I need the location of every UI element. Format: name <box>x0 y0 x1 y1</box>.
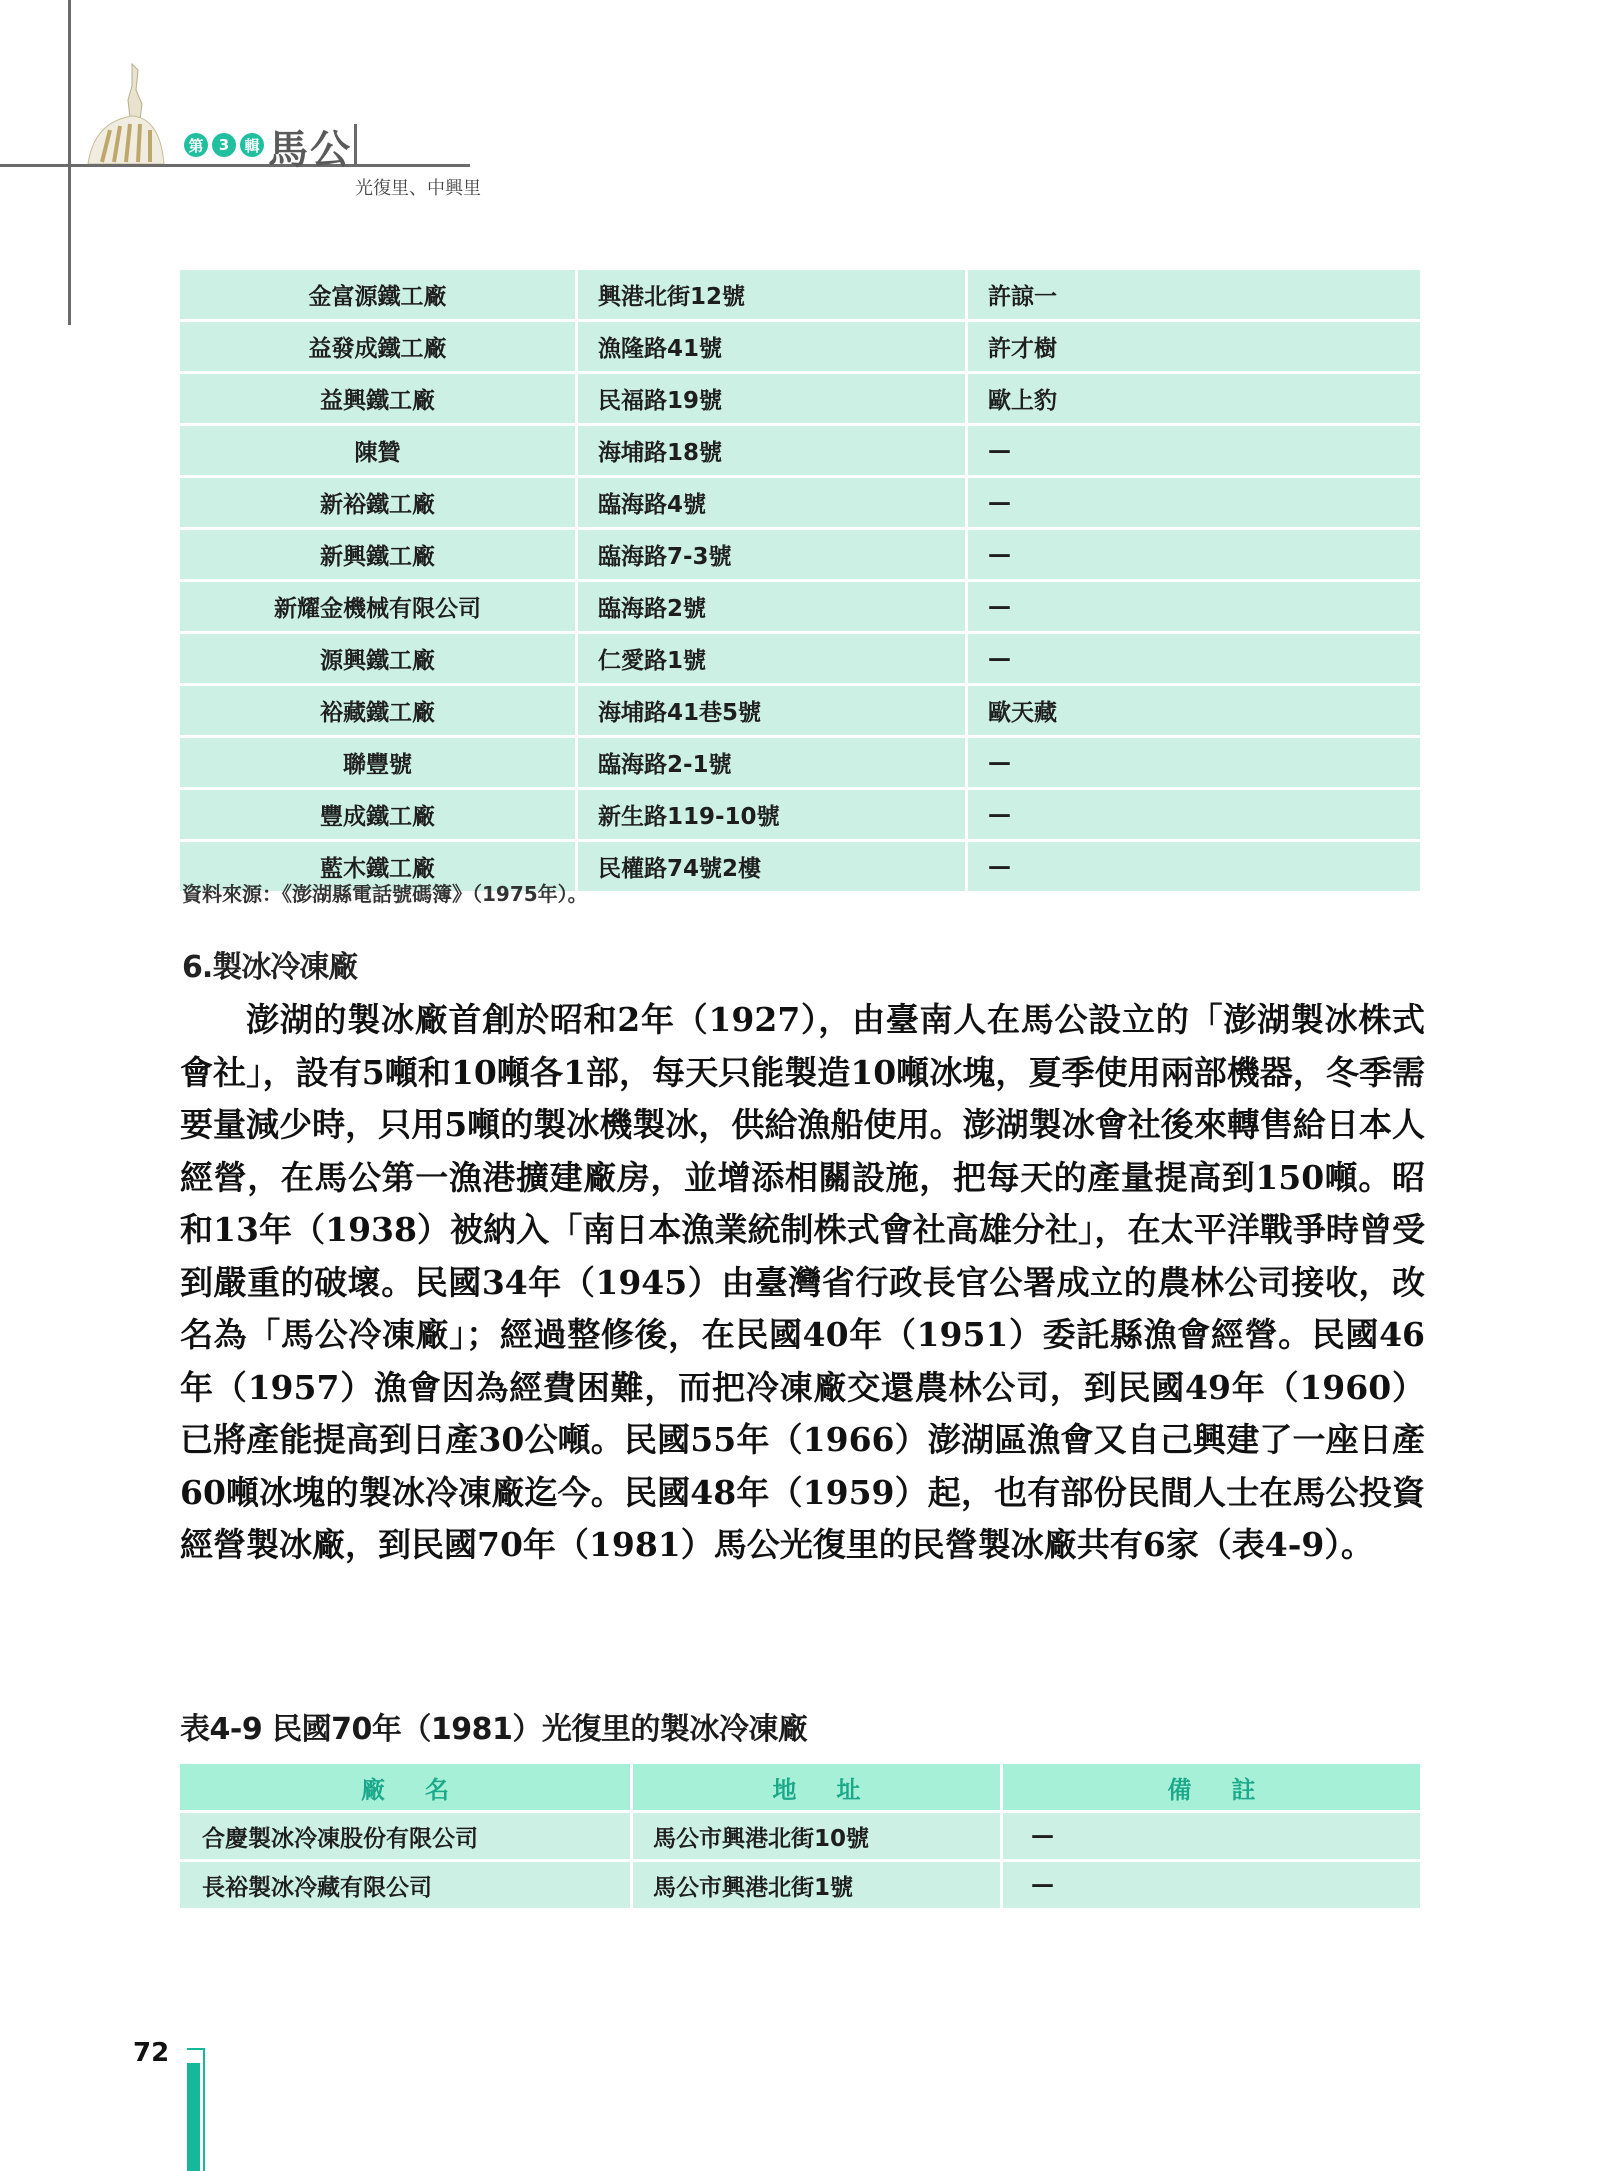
cell-address <box>575 322 965 371</box>
cell-address-text: 臨海路2-1號 <box>598 752 732 778</box>
header-address <box>630 1764 1000 1810</box>
cell-name-text: 益興鐵工廠 <box>320 388 435 414</box>
cell-name <box>180 634 575 683</box>
body-paragraph <box>180 994 1425 1572</box>
cell-note-text: 許才樹 <box>988 336 1057 362</box>
cell-address <box>575 478 965 527</box>
table-row <box>180 322 1420 374</box>
table-row <box>180 686 1420 738</box>
page-number: 72 <box>133 2038 170 2068</box>
cell-note <box>965 738 1420 787</box>
header-note <box>1000 1764 1420 1810</box>
cell-address <box>575 270 965 319</box>
cell-address <box>575 790 965 839</box>
cell-name-text: 源興鐵工廠 <box>320 648 435 674</box>
margin-vertical-rule <box>68 0 71 325</box>
cell-name <box>180 738 575 787</box>
chapter-badges <box>184 133 264 157</box>
cell-note <box>965 374 1420 423</box>
cell-name <box>180 686 575 735</box>
table-caption: 表4-9 民國70年（1981）光復里的製冰冷凍廠 <box>180 1712 808 1747</box>
table-row <box>180 738 1420 790</box>
cell-note <box>1000 1862 1420 1908</box>
cell-note <box>965 634 1420 683</box>
cell-name <box>180 530 575 579</box>
cell-note-text: — <box>988 541 1011 568</box>
ice-plant-table <box>180 1764 1420 1911</box>
header-horizontal-rule <box>0 164 470 167</box>
paragraph-text: 澎湖的製冰廠首創於昭和2年（1927），由臺南人在馬公設立的「澎湖製冰株式會社」，設有5噸和10噸各1部，每天只能製造10噸冰塊，夏季使用兩部機器，冬季需要量減少時，只用5噸的製冰機製冰，供給漁船使用。澎湖製冰會社後來轉售給日本人經營，在馬公第一漁港擴建廠房，並增添相關設施，把每天的產量提高到150噸。昭和13年（1938）被納入「南日本漁業統制株式會社高雄分社」，在太平洋戰爭時曾受到嚴重的破壞。民國34年（1945）由臺灣省行政長官公署成立的農林公司接收，改名為「馬公冷凍廠」；經過整修後，在民國40年（1951）委託縣漁會經營。民國46年（1957）漁會因為經費困難，而把冷凍廠交還農林公司，到民國49年（1960）已將產能提高到日產30公噸。民國55年（1966）澎湖區漁會又自己興建了一座日產60噸冰塊的製冰冷凍廠迄今。民國48年（1959）起，也有部份民間人士在馬公投資經營製冰廠，到民國70年（1981）馬公光復里的民營製冰廠共有6家（表4-9）。 <box>180 1000 1425 1564</box>
header-name-text: 廠名 <box>361 1775 489 1804</box>
cell-name-text: 合慶製冰冷凍股份有限公司 <box>202 1825 478 1852</box>
cell-name <box>180 582 575 631</box>
cell-note-text: — <box>988 437 1011 464</box>
cell-note-text: — <box>988 645 1011 672</box>
cell-address <box>575 426 965 475</box>
table-row <box>180 478 1420 530</box>
cell-note-text: — <box>1031 1823 1054 1849</box>
cell-address-text: 臨海路4號 <box>598 492 707 518</box>
chapter-badge: 第 <box>184 133 208 157</box>
cell-name-text: 聯豐號 <box>343 752 412 778</box>
ironworks-table <box>180 270 1420 894</box>
cell-note <box>965 530 1420 579</box>
header-name <box>180 1764 630 1810</box>
header-address-text: 地址 <box>772 1775 901 1804</box>
book-title: 馬公 <box>268 126 352 173</box>
cell-address <box>630 1813 1000 1859</box>
cell-address <box>575 686 965 735</box>
section-heading: 6.製冰冷凍廠 <box>182 950 358 985</box>
cell-name-text: 裕藏鐵工廠 <box>320 700 435 726</box>
cell-address-text: 漁隆路41號 <box>598 336 723 362</box>
cell-address-text: 馬公市興港北街10號 <box>653 1825 870 1852</box>
cell-name-text: 陳贊 <box>354 440 401 466</box>
cell-note <box>965 790 1420 839</box>
table-header-row <box>180 1764 1420 1813</box>
cell-address <box>575 582 965 631</box>
cell-name-text: 益發成鐵工廠 <box>308 336 447 362</box>
table-row <box>180 582 1420 634</box>
table-row <box>180 530 1420 582</box>
cell-note <box>965 686 1420 735</box>
cell-name-text: 豐成鐵工廠 <box>320 804 435 830</box>
cell-note <box>965 270 1420 319</box>
cell-name-text: 長裕製冰冷藏有限公司 <box>202 1874 432 1901</box>
title-divider <box>354 124 357 166</box>
cell-note-text: — <box>988 853 1011 880</box>
cell-note <box>965 426 1420 475</box>
cell-address-text: 馬公市興港北街1號 <box>653 1874 854 1901</box>
cell-name <box>180 1813 630 1859</box>
source-note: 資料來源：《澎湖縣電話號碼簿》（1975年）。 <box>182 882 588 906</box>
cell-note-text: — <box>988 749 1011 776</box>
cell-address <box>575 738 965 787</box>
cell-address <box>575 634 965 683</box>
cell-name <box>180 478 575 527</box>
cell-address <box>575 842 965 891</box>
cell-name-text: 新興鐵工廠 <box>320 544 435 570</box>
cell-address-text: 新生路119-10號 <box>598 804 780 830</box>
chapter-badge: 輯 <box>240 133 264 157</box>
cell-note-text: 許諒一 <box>988 284 1057 310</box>
cell-address <box>575 530 965 579</box>
cell-note <box>965 478 1420 527</box>
cell-name <box>180 1862 630 1908</box>
cell-name-text: 新耀金機械有限公司 <box>274 596 481 622</box>
page-accent-bar <box>187 2063 200 2171</box>
cell-address-text: 臨海路2號 <box>598 596 707 622</box>
cell-name-text: 新裕鐵工廠 <box>320 492 435 518</box>
cell-note <box>1000 1813 1420 1859</box>
cell-note-text: — <box>988 593 1011 620</box>
table-row <box>180 270 1420 322</box>
header-subtitle: 光復里、中興里 <box>355 178 481 199</box>
cell-name <box>180 374 575 423</box>
table-row <box>180 426 1420 478</box>
cell-name <box>180 790 575 839</box>
cell-note-text: 歐天藏 <box>988 700 1057 726</box>
cell-name <box>180 270 575 319</box>
cell-note <box>965 582 1420 631</box>
cell-note-text: — <box>988 489 1011 516</box>
cell-address-text: 臨海路7-3號 <box>598 544 732 570</box>
table-row <box>180 790 1420 842</box>
cell-address-text: 海埔路18號 <box>598 440 723 466</box>
cell-name <box>180 322 575 371</box>
cell-note-text: — <box>1031 1872 1054 1898</box>
header-note-text: 備註 <box>1167 1775 1296 1804</box>
cell-address-text: 民福路19號 <box>598 388 723 414</box>
cell-address <box>630 1862 1000 1908</box>
chapter-badge: 3 <box>212 133 236 157</box>
cell-name <box>180 426 575 475</box>
cell-note-text: 歐上豹 <box>988 388 1057 414</box>
table-row <box>180 634 1420 686</box>
table-row <box>180 1862 1420 1911</box>
cell-note <box>965 842 1420 891</box>
table-row <box>180 1813 1420 1862</box>
cell-address-text: 民權路74號2樓 <box>598 856 762 882</box>
cell-note <box>965 322 1420 371</box>
cell-name-text: 金富源鐵工廠 <box>308 284 447 310</box>
cell-address <box>575 374 965 423</box>
table-row <box>180 374 1420 426</box>
statue-logo-icon <box>80 60 190 164</box>
cell-address-text: 仁愛路1號 <box>598 648 707 674</box>
cell-address-text: 興港北街12號 <box>598 284 746 310</box>
cell-name-text: 藍木鐵工廠 <box>320 856 435 882</box>
cell-address-text: 海埔路41巷5號 <box>598 700 762 726</box>
cell-note-text: — <box>988 801 1011 828</box>
